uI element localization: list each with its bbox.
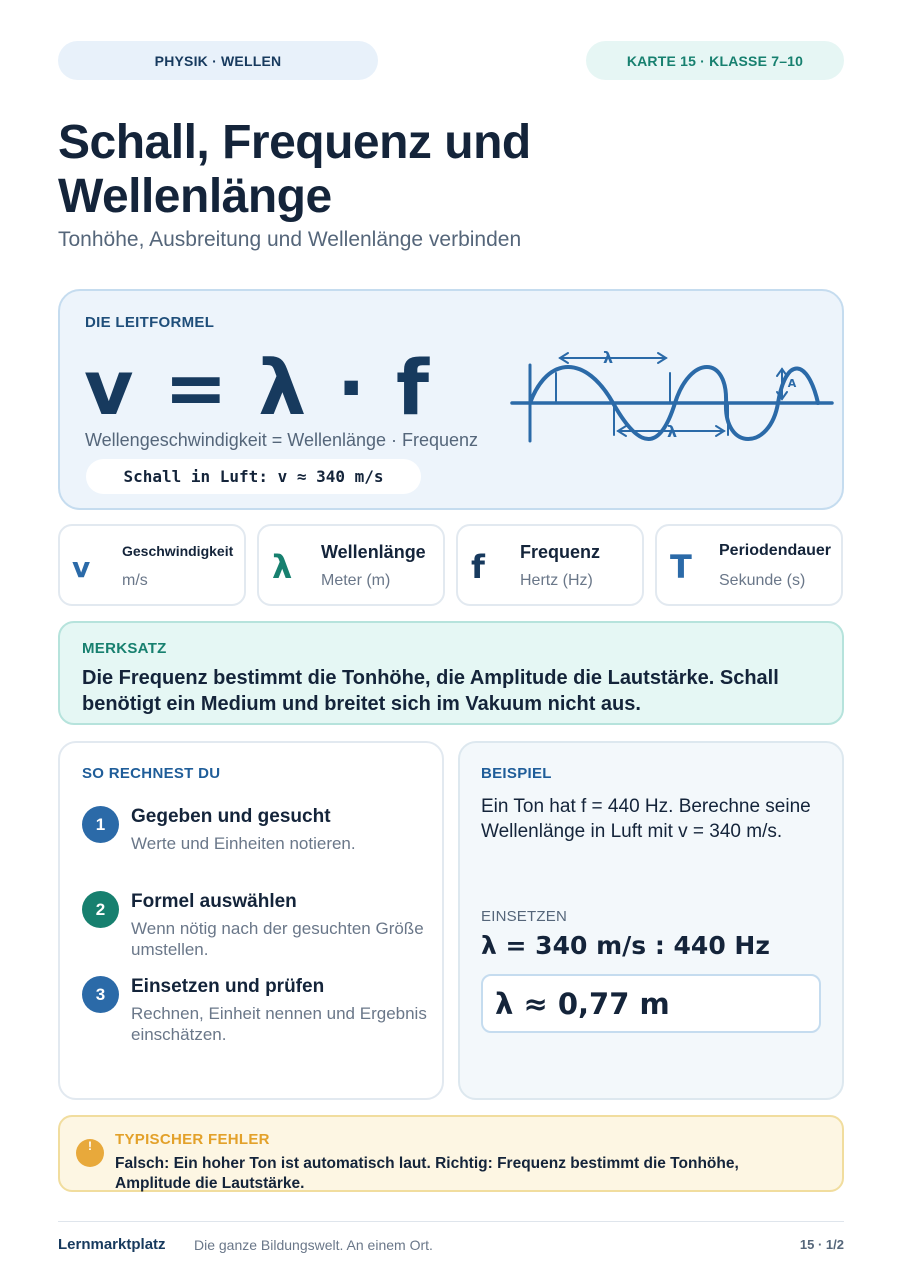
footer-brand: Lernmarktplatz [58,1236,166,1253]
quantity-name: Frequenz [520,542,601,562]
quantity-unit: Meter (m) [321,572,391,589]
formula-expression: v = λ · f [84,343,432,432]
amplitude-label: A [787,377,797,390]
step-title: Gegeben und gesucht [131,806,331,827]
example-sub-label: EINSETZEN [481,908,567,925]
quantity-unit: Sekunde (s) [719,572,806,589]
step-number: 2 [82,891,119,928]
step-number: 3 [82,976,119,1013]
step-title: Formel auswählen [131,891,297,912]
merksatz-text: Die Frequenz bestimmt die Tonhöhe, die Amplitude die Lautstärke. Schall benötigt ein Medium und breitet sich im Vakuum nicht aus. [82,667,779,715]
wave-diagram [508,345,838,455]
quantity-card-frequency [456,524,644,606]
quantity-symbol: T [670,548,692,586]
step-description: Werte und Einheiten notieren. [131,834,356,853]
quantity-name: Geschwindigkeit [122,543,234,559]
warning-text: Falsch: Ein hoher Ton ist automatisch laut. Richtig: Frequenz bestimmt die Tonhöhe, Amplitude die Lautstärke. [115,1155,739,1192]
example-text: Ein Ton hat f = 440 Hz. Berechne seine Wellenlänge in Luft mit v = 340 m/s. [481,796,811,842]
step-description: Rechnen, Einheit nennen und Ergebnis einschätzen. [131,1004,427,1044]
page-title: Schall, Frequenz und Wellenlänge [58,116,531,223]
merksatz-card [58,621,844,725]
footer-tagline: Die ganze Bildungswelt. An einem Ort. [194,1237,433,1253]
page-subtitle: Tonhöhe, Ausbreitung und Wellenlänge verbinden [58,228,522,251]
formula-card [58,289,844,510]
card-pill: KARTE 15 · KLASSE 7–10 [586,41,844,80]
step-title: Einsetzen und prüfen [131,976,325,997]
warning-label: TYPISCHER FEHLER [115,1131,270,1148]
merksatz-label: MERKSATZ [82,640,167,657]
steps-label: SO RECHNEST DU [82,765,221,782]
warning-icon [76,1139,104,1167]
quantity-symbol: λ [272,548,293,586]
quantity-symbol: v [72,551,91,584]
quantity-card-wavelength [257,524,445,606]
step-description: Wenn nötig nach der gesuchten Größe umstellen. [131,919,424,959]
formula-note: Schall in Luft: v ≈ 340 m/s [86,459,421,494]
example-calculation: λ = 340 m/s : 440 Hz [481,931,770,960]
warning-card [58,1115,844,1192]
quantity-unit: Hertz (Hz) [520,572,593,589]
quantity-name: Wellenlänge [321,542,426,562]
lambda-label-top: λ [602,348,614,367]
example-label: BEISPIEL [481,765,552,782]
quantity-card-period [655,524,843,606]
quantity-card-speed [58,524,246,606]
quantity-name: Periodendauer [719,542,832,559]
formula-label: DIE LEITFORMEL [85,314,215,331]
formula-description: Wellengeschwindigkeit = Wellenlänge · Frequenz [85,430,479,450]
lambda-label-bottom: λ [666,422,678,441]
footer-divider [58,1221,844,1222]
footer-page-number: 15 · 1/2 [799,1237,844,1252]
steps-card [58,741,444,1100]
example-card [458,741,844,1100]
quantity-unit: m/s [122,572,148,589]
example-result: λ ≈ 0,77 m [481,974,821,1033]
step-number: 1 [82,806,119,843]
quantity-symbol: f [471,548,485,586]
subject-pill: PHYSIK · WELLEN [58,41,378,80]
